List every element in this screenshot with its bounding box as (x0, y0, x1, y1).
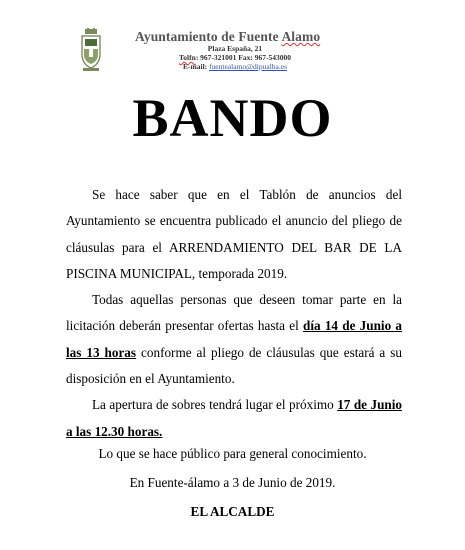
paragraph-bidding: Todas aquellas personas que deseen tomar parte en la licitación deberán presentar ofertas hasta el día 14 de Junio a las 13 horas conforme al pliego de cláusulas que estará a su disposición en el Ayuntamiento. (66, 292, 402, 387)
deadline-date: día 14 de Junio a las 13 horas (66, 318, 402, 360)
paragraph-announcement: Se hace saber que en el Tablón de anuncios del Ayuntamiento se encuentra publicado el anuncio del pliego de cláusulas para el ARRENDAMIENTO DEL BAR DE LA PISCINA MUNICIPAL, temporada 2019. (66, 187, 402, 281)
coat-of-arms-icon (80, 28, 102, 72)
closing-notice: Lo que se hace público para general conocimiento. (98, 446, 367, 461)
opening-date: 17 de Junio a las 12.30 horas. (66, 397, 403, 439)
signer-title: EL ALCALDE (190, 504, 275, 519)
phone-line: Tolfn: 967-321001 Fax: 967-543000 (178, 53, 292, 62)
email-link[interactable]: fuentealamo@dipualba.es (209, 62, 287, 71)
letterhead (0, 0, 465, 80)
paragraph-opening: La apertura de sobres tendrá lugar el próximo 17 de Junio a las 12.30 horas. (66, 397, 403, 439)
document-body (66, 182, 402, 445)
organization-name: Ayuntamiento de Fuente Alamo (135, 29, 321, 44)
place-and-date: En Fuente-álamo a 3 de Junio de 2019. (129, 475, 336, 490)
address-line: Plaza España, 21 (207, 44, 263, 53)
email-line: E-mail: fuentealamo@dipualba.es (183, 62, 287, 71)
document-title: BANDO (132, 88, 333, 148)
